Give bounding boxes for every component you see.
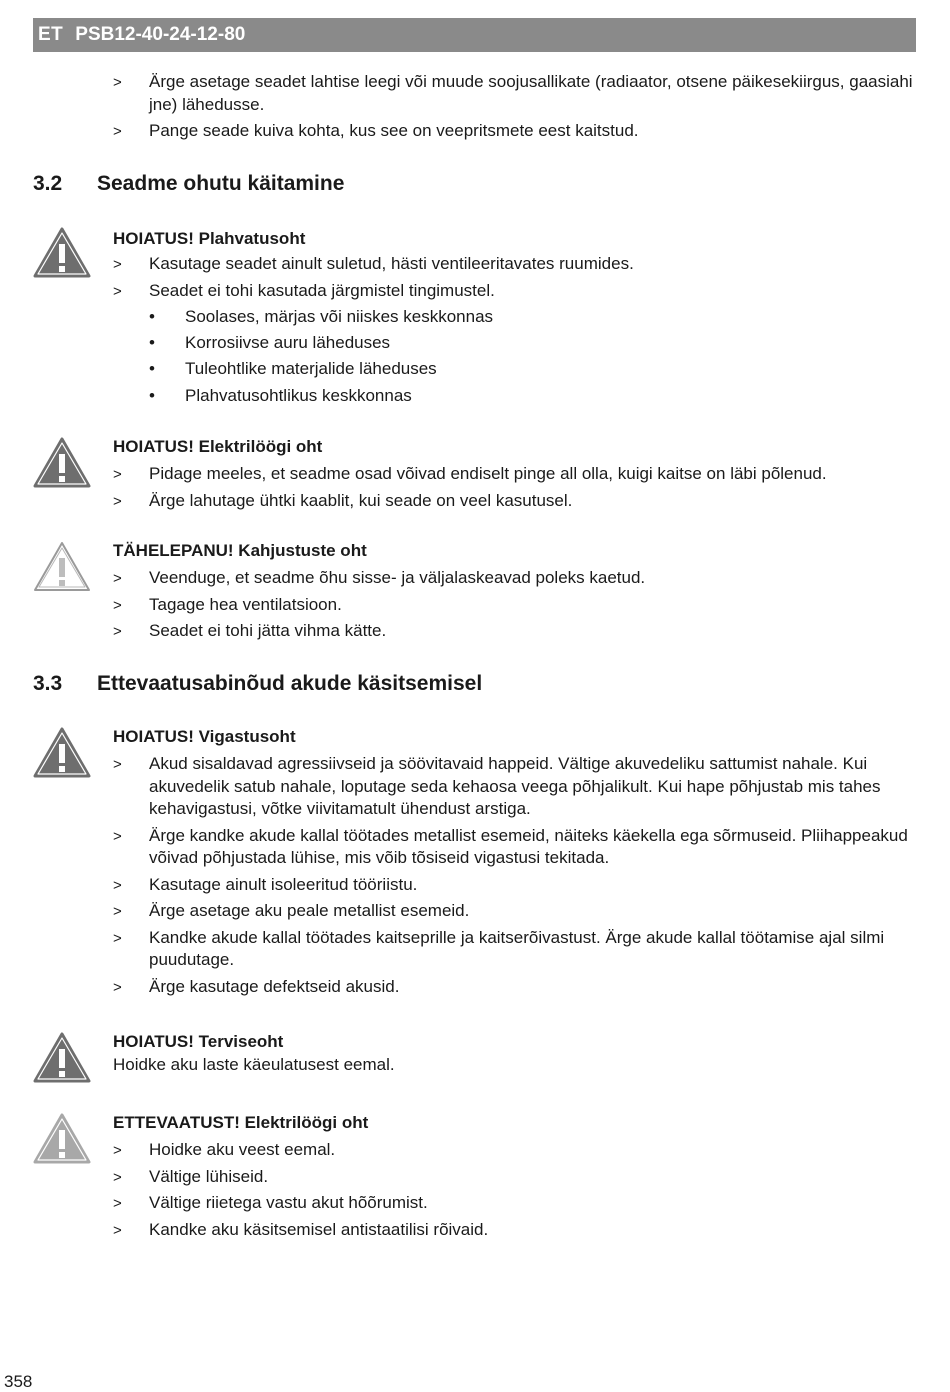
list-item: > Kasutage seadet ainult suletud, hästi ventileeritavates ruumides.	[113, 253, 913, 276]
list-marker: >	[113, 929, 122, 947]
condition-sublist	[113, 306, 913, 407]
list-marker: >	[113, 1168, 122, 1186]
language-code: ET	[38, 24, 64, 45]
warning-title: HOIATUS! Elektrilöögi oht	[113, 437, 323, 456]
list-item: > Ärge kandke akude kallal töötades metallist esemeid, näiteks käekella ega sõrmuseid. Pliihappeakud võivad põhjustada lühise, mis võib tõsiseid vigastusi tekitada.	[113, 825, 908, 867]
warning-electric-list	[113, 463, 913, 516]
notice-damage-list	[113, 567, 913, 647]
sublist-item: • Tuleohtlike materjalide läheduses	[113, 358, 913, 381]
list-item: > Ärge kasutage defektseid akusid.	[113, 976, 918, 999]
intro-list	[113, 71, 913, 147]
list-marker: >	[113, 1221, 122, 1239]
list-marker: >	[113, 256, 122, 273]
list-marker: >	[113, 123, 122, 140]
list-marker: >	[113, 978, 122, 996]
list-item: > Kandke akude kallal töötades kaitseprille ja kaitserõivastust. Ärge akude kallal töötamise ajal silmi puudutage.	[113, 927, 885, 969]
list-item: > Vältige lühiseid.	[113, 1166, 913, 1189]
sublist-item: • Korrosiivse auru läheduses	[113, 332, 913, 355]
list-marker: >	[113, 903, 122, 920]
list-marker: >	[113, 596, 122, 614]
list-item: > Ärge asetage aku peale metallist esemeid.	[113, 900, 918, 923]
page-number: 358	[4, 1372, 33, 1391]
list-item: > Seadet ei tohi jätta vihma kätte.	[113, 620, 913, 643]
warning-triangle-icon	[33, 726, 91, 778]
list-marker: >	[113, 756, 122, 773]
list-item: > Pidage meeles, et seadme osad võivad endiselt pinge all olla, kuigi kaitse on läbi põlenud.	[113, 463, 913, 486]
notice-triangle-icon	[33, 540, 91, 592]
sublist-item: • Soolases, märjas või niiskes keskkonnas	[113, 306, 913, 329]
list-item: > Seadet ei tohi kasutada järgmistel tingimustel. • Soolases, märjas või niiskes keskkonnas • Korrosiivse auru läheduses • Tuleohtlike materjalide läheduses • Plahvatusohtlikus keskkonnas	[113, 280, 913, 408]
list-item: > Ärge asetage seadet lahtise leegi või muude soojusallikate (radiaator, otsene päikesekiirgus, gaasiahi jne) lähedusse.	[113, 72, 913, 114]
list-marker: >	[113, 466, 122, 483]
list-marker: >	[113, 827, 122, 845]
list-marker: >	[113, 492, 122, 510]
warning-triangle-icon	[33, 1031, 91, 1083]
warning-explosion-list	[113, 253, 913, 411]
caution-title: ETTEVAATUST! Elektrilöögi oht	[113, 1113, 369, 1132]
warning-injury-list	[113, 753, 918, 1002]
bullet-marker: •	[149, 333, 155, 353]
list-item: > Hoidke aku veest eemal.	[113, 1139, 913, 1162]
list-marker: >	[113, 1195, 122, 1212]
list-marker: >	[113, 282, 122, 300]
bullet-marker: •	[149, 359, 155, 379]
list-item: > Kandke aku käsitsemisel antistaatilisi rõivaid.	[113, 1219, 913, 1242]
list-marker: >	[113, 876, 122, 894]
sublist-item: • Plahvatusohtlikus keskkonnas	[113, 385, 913, 408]
list-marker: >	[113, 74, 122, 91]
page-header	[33, 18, 916, 52]
model-number: PSB12-40-24-12-80	[75, 24, 246, 45]
caution-triangle-icon	[33, 1112, 91, 1164]
list-item: > Tagage hea ventilatsioon.	[113, 594, 913, 617]
warning-title: HOIATUS! Terviseoht	[113, 1032, 284, 1051]
list-item: > Ärge lahutage ühtki kaablit, kui seade on veel kasutusel.	[113, 490, 913, 513]
warning-triangle-icon	[33, 226, 91, 278]
list-item: > Pange seade kuiva kohta, kus see on veepritsmete eest kaitstud.	[113, 120, 913, 143]
list-marker: >	[113, 1142, 122, 1159]
list-item: > Akud sisaldavad agressiivseid ja söövitavaid happeid. Vältige akuvedeliku sattumist nahale. Kui akuvedelik satub nahale, loputage seda kehaosa veega põhjalikult. Kui hape põhjustab mis tahes kehavigastusi, võtke viivitamatult ühendust arstiga.	[113, 754, 881, 818]
list-marker: >	[113, 570, 122, 587]
warning-text: Hoidke aku laste käeulatusest eemal.	[113, 1055, 395, 1074]
list-marker: >	[113, 623, 122, 640]
list-item: > Veenduge, et seadme õhu sisse- ja väljalaskeavad poleks kaetud.	[113, 567, 913, 590]
bullet-marker: •	[149, 385, 155, 405]
section-title-3-2: 3.2 Seadme ohutu käitamine	[33, 172, 345, 195]
bullet-marker: •	[149, 307, 155, 326]
warning-title: HOIATUS! Plahvatusoht	[113, 229, 306, 248]
section-title-3-3: 3.3 Ettevaatusabinõud akude käsitsemisel	[33, 672, 483, 695]
notice-title: TÄHELEPANU! Kahjustuste oht	[113, 541, 367, 560]
list-item: > Vältige riietega vastu akut hõõrumist.	[113, 1192, 913, 1215]
caution-electric-list	[113, 1139, 913, 1245]
list-item: > Kasutage ainult isoleeritud tööriistu.	[113, 874, 918, 897]
warning-triangle-icon	[33, 436, 91, 488]
warning-title: HOIATUS! Vigastusoht	[113, 727, 296, 746]
